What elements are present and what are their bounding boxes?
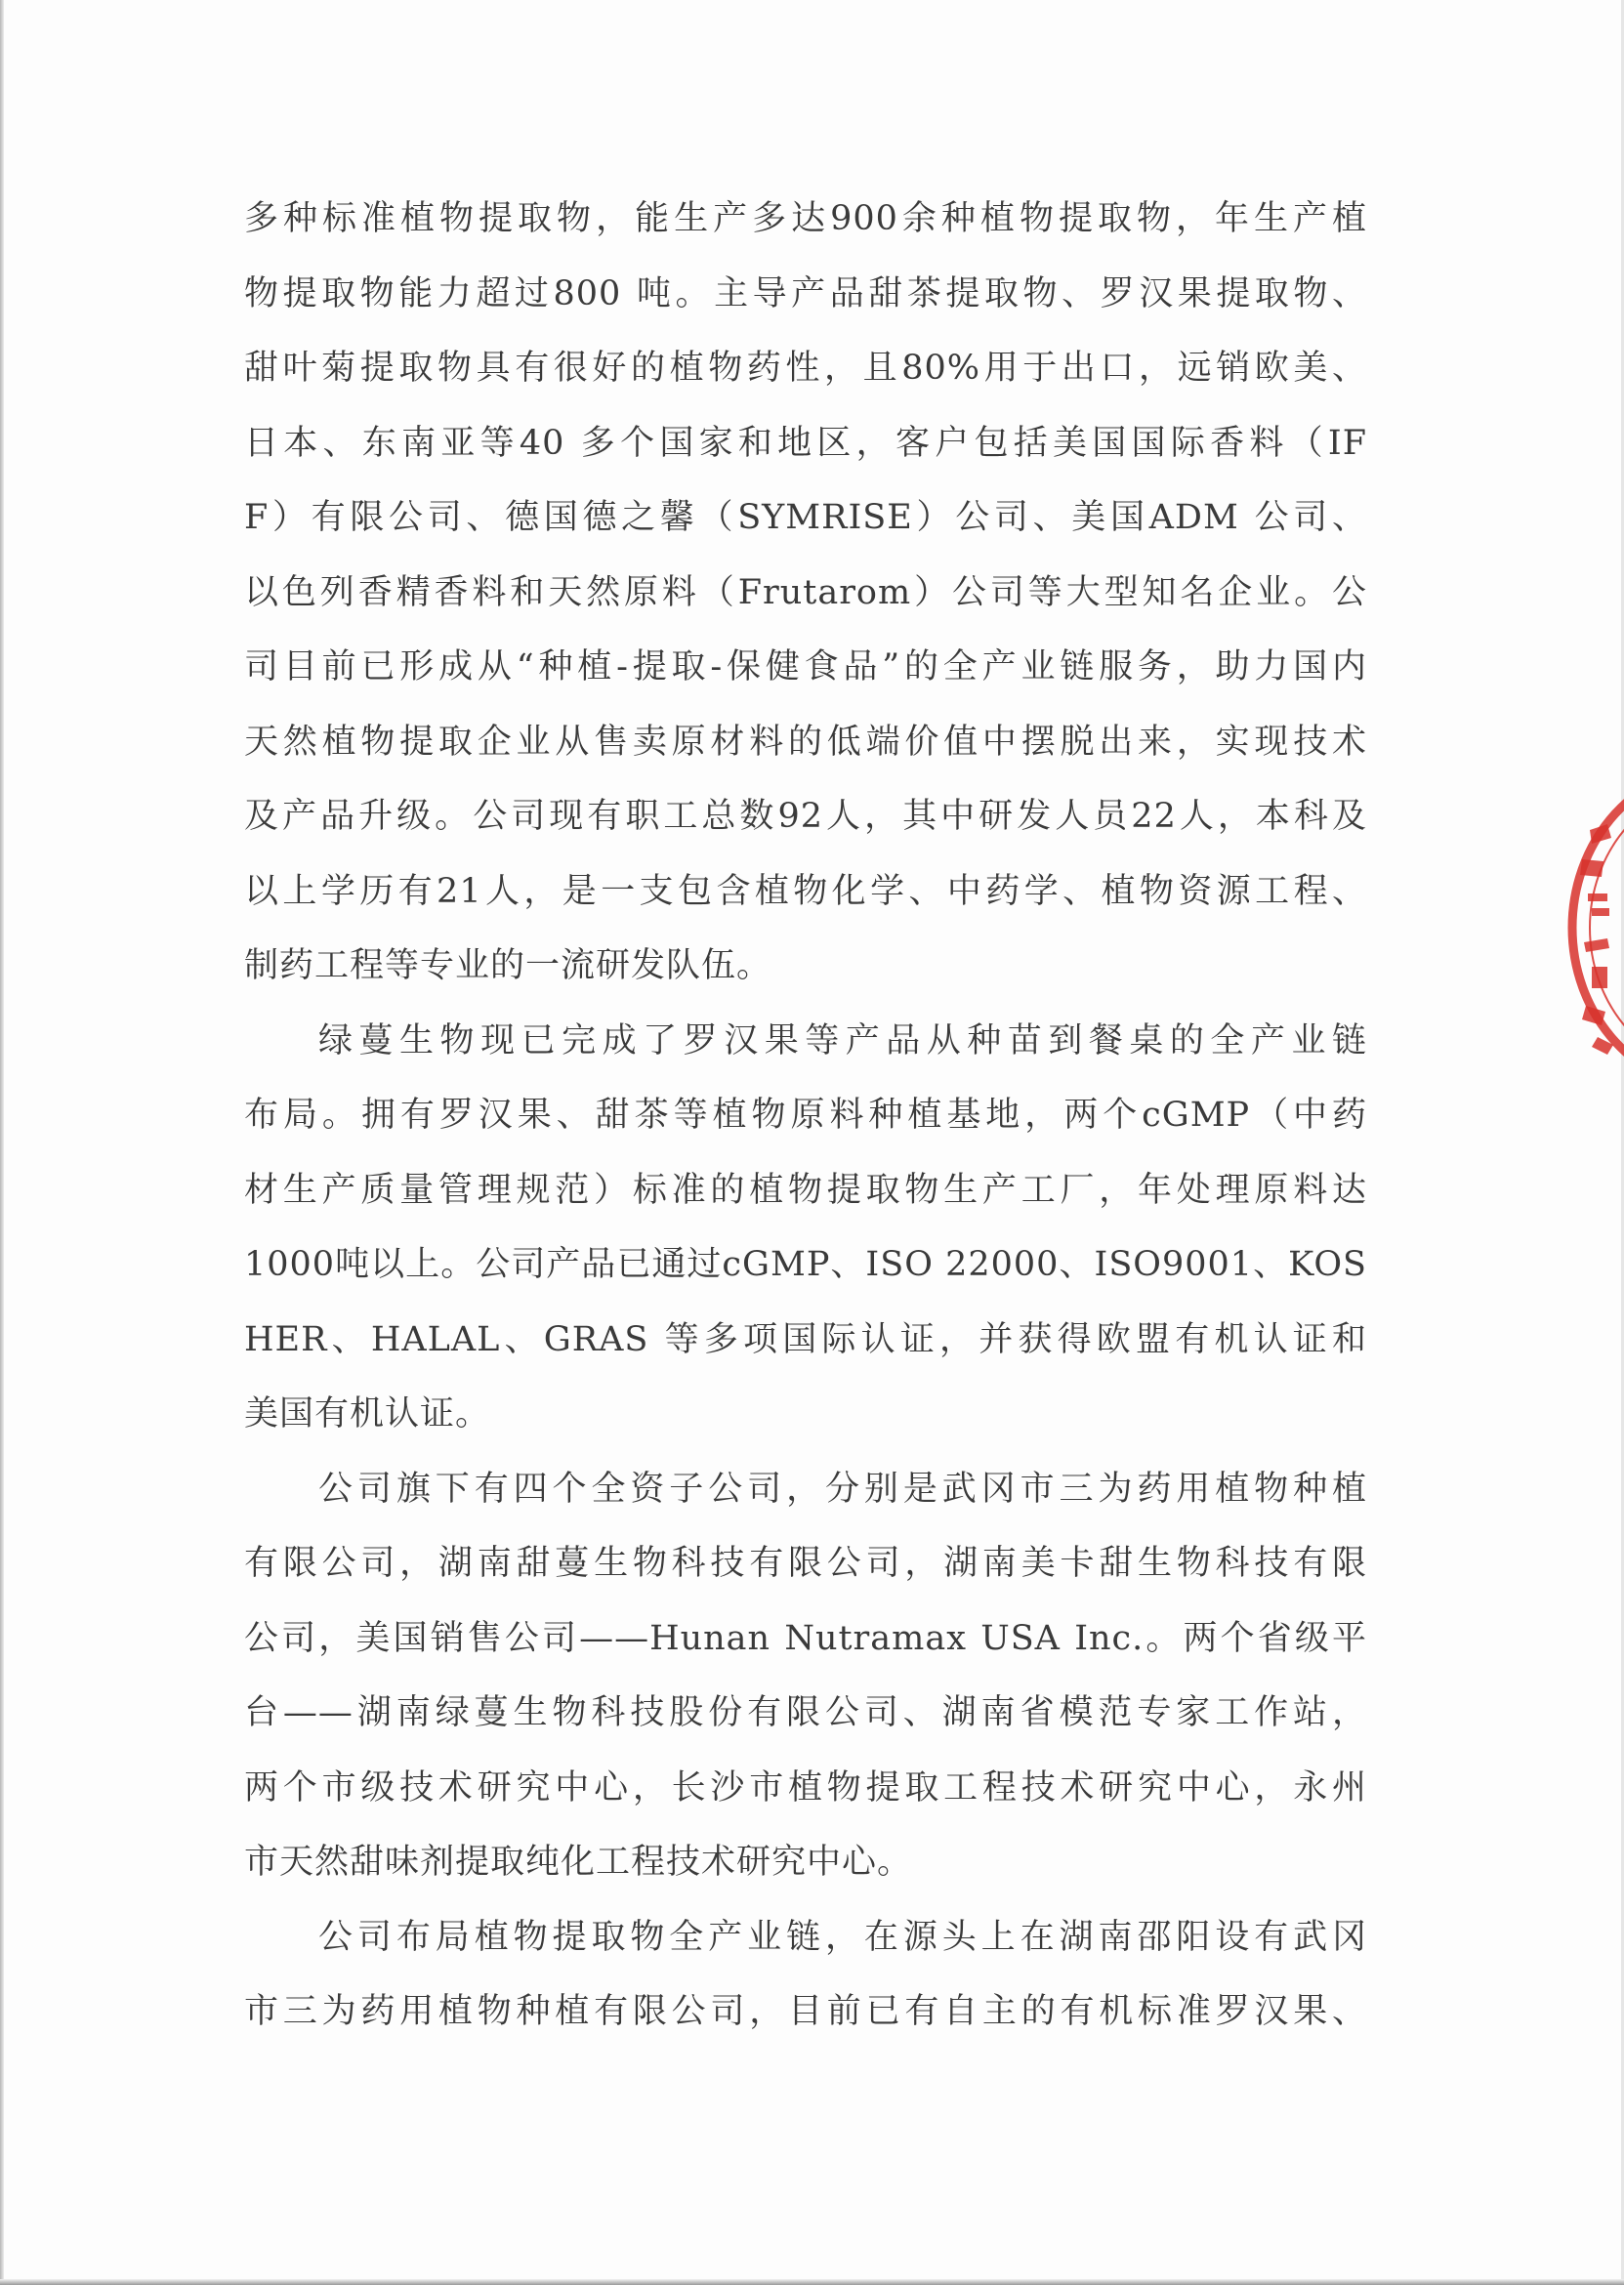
text-line: 有限公司，湖南甜蔓生物科技有限公司，湖南美卡甜生物科技有限: [244, 1544, 1367, 1583]
text-line: 1000吨以上。公司产品已通过cGMP、ISO 22000、ISO9001、KOS: [244, 1245, 1367, 1284]
text-line: 两个市级技术研究中心，长沙市植物提取工程技术研究中心，永州: [244, 1767, 1367, 1807]
text-line: 台——湖南绿蔓生物科技股份有限公司、湖南省模范专家工作站，: [244, 1693, 1367, 1732]
text-line: 以色列香精香料和天然原料（Frutarom）公司等大型知名企业。公: [244, 572, 1367, 612]
paragraph-1: [244, 182, 1367, 1004]
text-line: 公司，美国销售公司——Hunan Nutramax USA Inc.。两个省级平: [244, 1618, 1367, 1658]
paragraph-3: [244, 1452, 1367, 1900]
text-line: 美国有机认证。: [244, 1394, 491, 1433]
text-line: 制药工程等专业的一流研发队伍。: [244, 946, 772, 985]
text-line: 以上学历有21人，是一支包含植物化学、中药学、植物资源工程、: [244, 871, 1367, 911]
text-line: 市天然甜味剂提取纯化工程技术研究中心。: [244, 1843, 913, 1882]
scan-edge-left: [0, 0, 4, 2285]
paragraph-2: [244, 1004, 1367, 1452]
text-line: 公司旗下有四个全资子公司，分别是武冈市三为药用植物种植: [318, 1469, 1367, 1509]
text-line: 材生产质量管理规范）标准的植物提取物生产工厂，年处理原料达: [244, 1170, 1367, 1210]
text-line: 甜叶菊提取物具有很好的植物药性，且80%用于出口，远销欧美、: [244, 349, 1367, 388]
paragraph-4: [244, 1900, 1367, 2050]
text-line: HER、HALAL、GRAS 等多项国际认证，并获得欧盟有机认证和: [244, 1319, 1367, 1359]
text-line: F）有限公司、德国德之馨（SYMRISE）公司、美国ADM 公司、: [244, 498, 1367, 537]
text-line: 物提取物能力超过800 吨。主导产品甜茶提取物、罗汉果提取物、: [244, 273, 1367, 313]
text-line: 绿蔓生物现已完成了罗汉果等产品从种苗到餐桌的全产业链: [318, 1020, 1367, 1060]
company-seal-stamp: [1562, 762, 1624, 1094]
text-line: 多种标准植物提取物，能生产多达900余种植物提取物，年生产植: [244, 199, 1367, 238]
text-line: 天然植物提取企业从售卖原材料的低端价值中摆脱出来，实现技术: [244, 722, 1367, 762]
scan-edge-bottom: [0, 2279, 1624, 2285]
text-line: 司目前已形成从“种植-提取-保健食品”的全产业链服务，助力国内: [244, 647, 1367, 686]
document-body: [244, 182, 1367, 2050]
text-line: 公司布局植物提取物全产业链，在源头上在湖南邵阳设有武冈: [318, 1917, 1367, 1957]
text-line: 布局。拥有罗汉果、甜茶等植物原料种植基地，两个cGMP（中药: [244, 1096, 1367, 1135]
text-line: 市三为药用植物种植有限公司，目前已有自主的有机标准罗汉果、: [244, 1992, 1367, 2031]
text-line: 及产品升级。公司现有职工总数92人，其中研发人员22人，本科及: [244, 797, 1367, 836]
text-line: 日本、东南亚等40 多个国家和地区，客户包括美国国际香料（IF: [244, 423, 1367, 463]
